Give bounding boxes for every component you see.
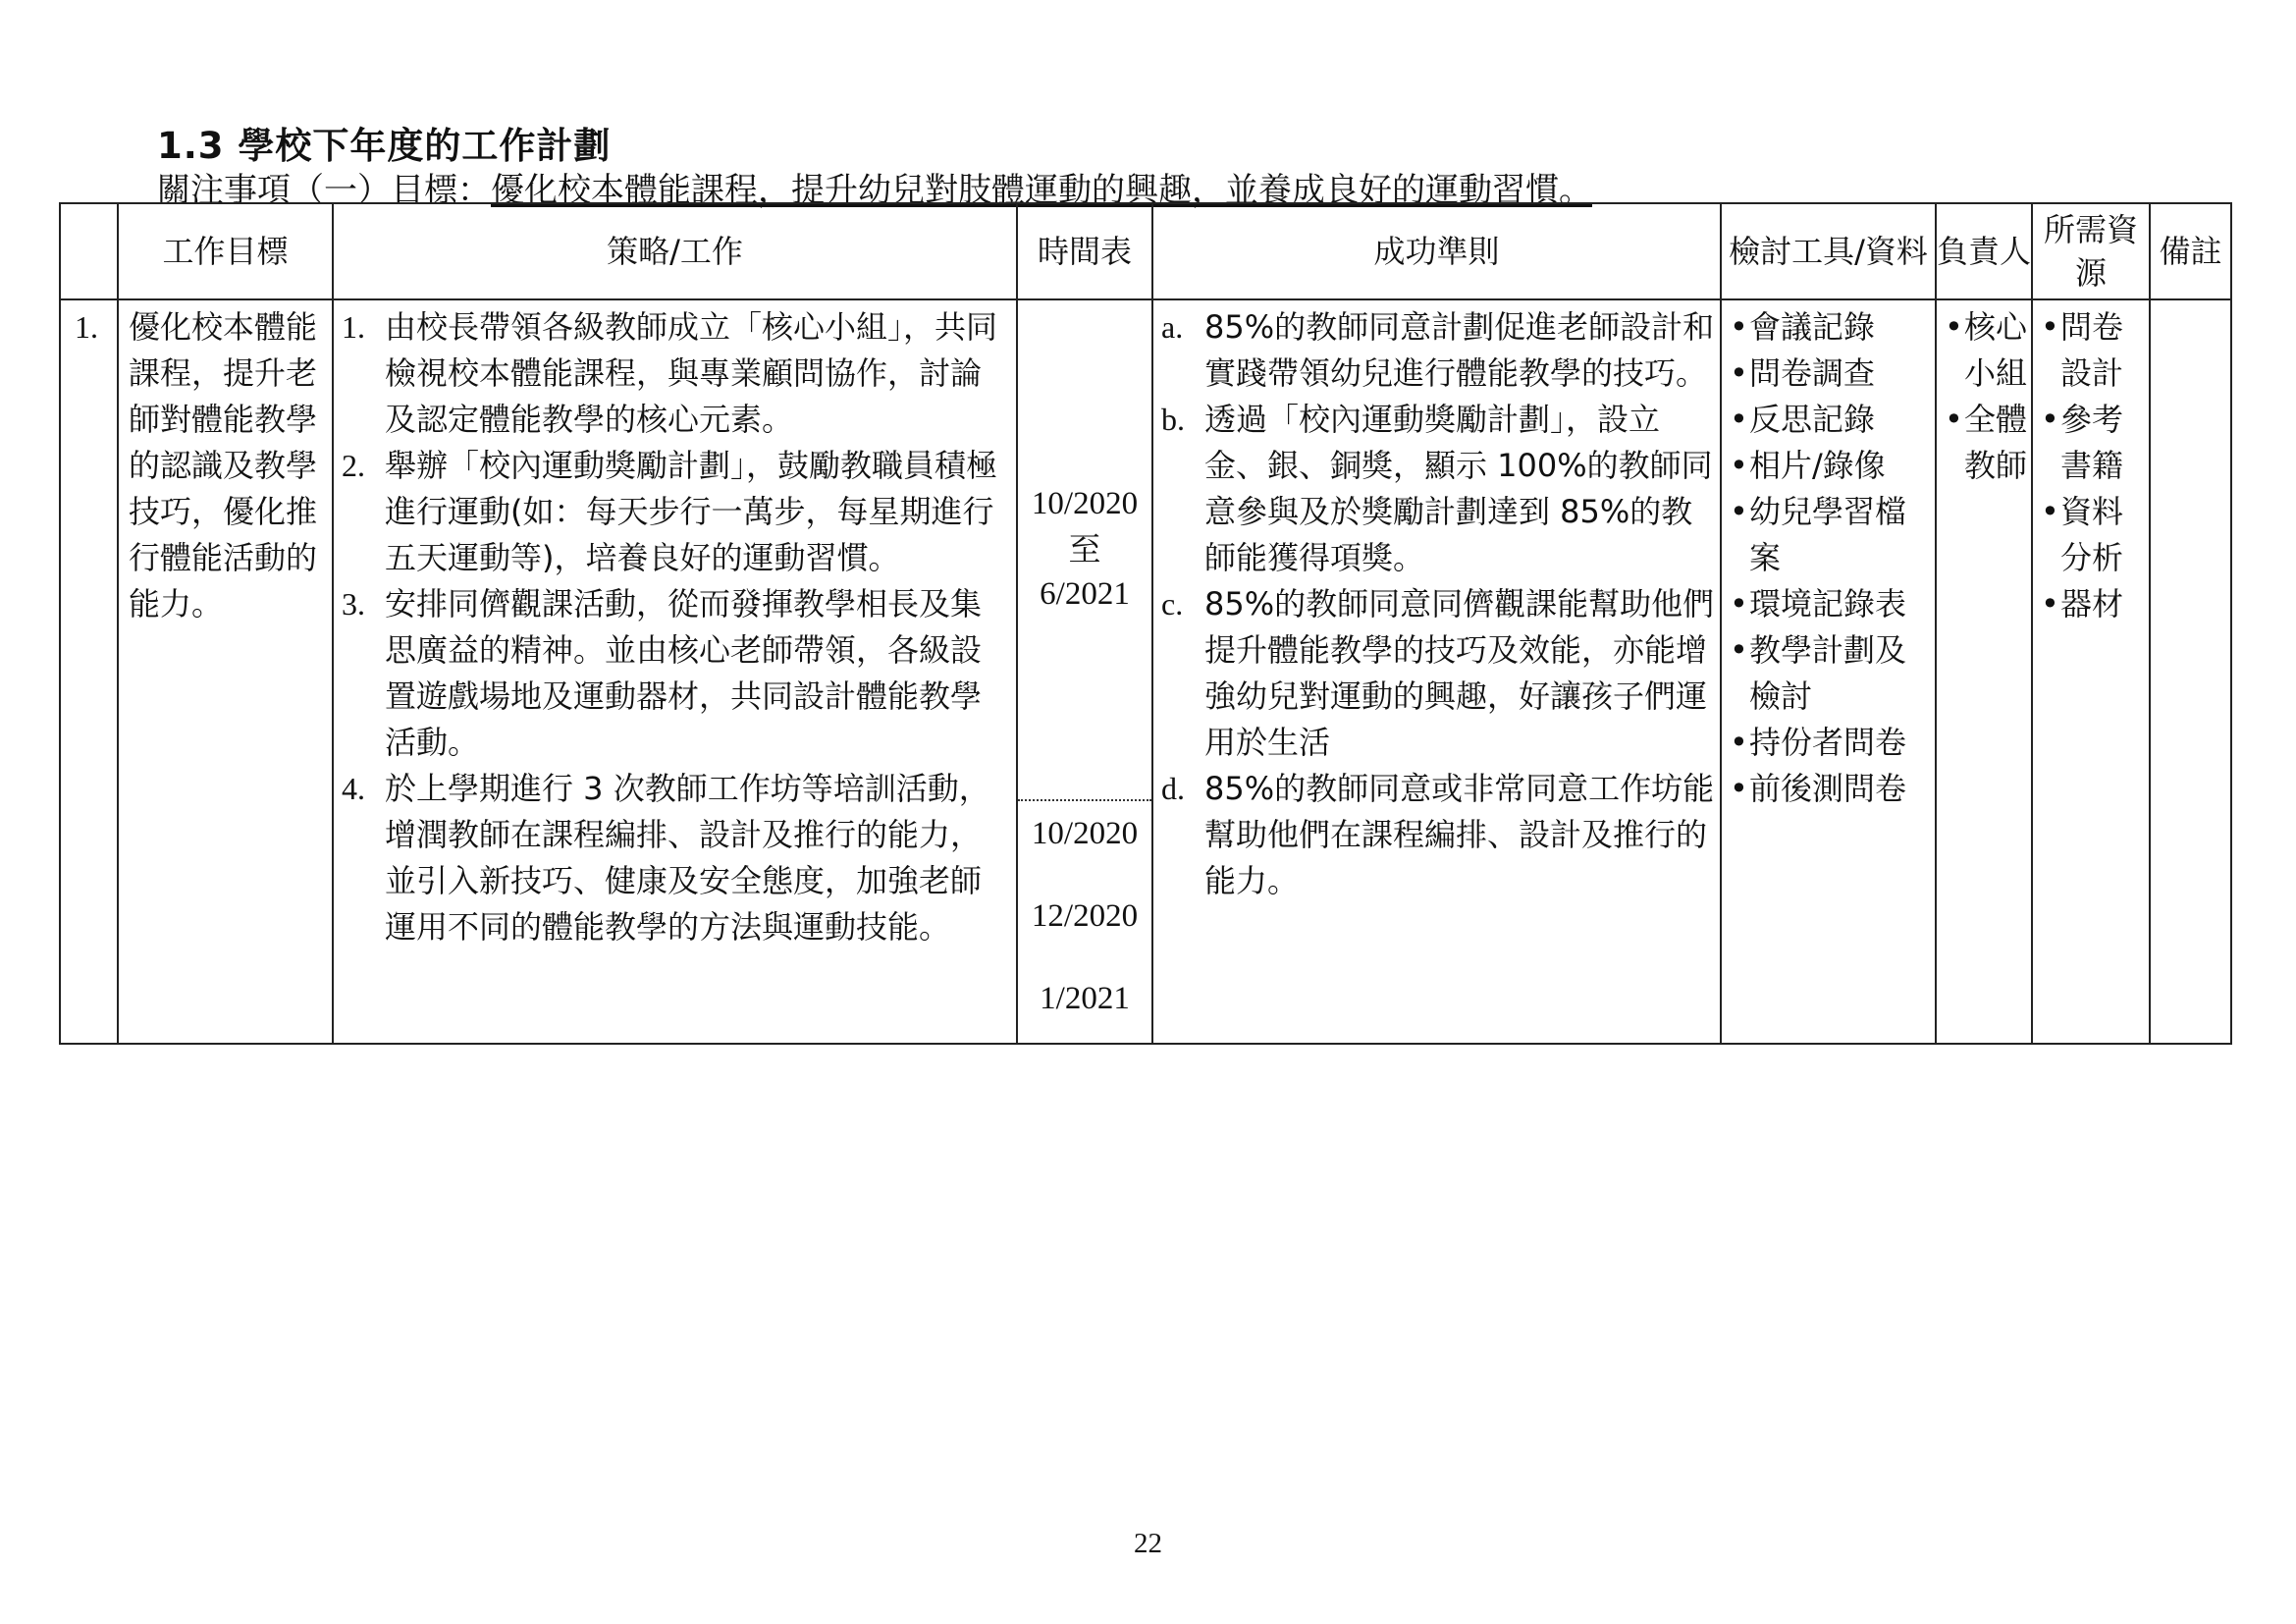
strategy-text: 舉辦「校內運動獎勵計劃」，鼓勵教職員積極進行運動(如：每天步行一萬步，每星期進行五天運動等)，培養良好的運動習慣。 [385, 447, 998, 576]
header-row [60, 203, 2231, 299]
subtitle-text: 優化校本體能課程，提升幼兒對肢體運動的興趣，並養成良好的運動習慣。 [491, 171, 1592, 210]
tools-list [1722, 300, 1935, 812]
resource-text: 器材 [2060, 585, 2124, 623]
strategy-text: 由校長帶領各級教師成立「核心小組」，共同檢視校本體能課程，與專業顧問協作，討論及認定體能教學的核心元素。 [385, 308, 998, 438]
list-item [342, 581, 1012, 766]
list-item [342, 304, 1012, 443]
timeline-to: 至 [1068, 530, 1101, 568]
tool-text: 反思記錄 [1749, 401, 1876, 438]
list-item [1730, 766, 1935, 812]
header-tools: 檢討工具/資料 [1721, 203, 1936, 299]
header-strategy: 策略/工作 [333, 203, 1017, 299]
responsible-cell [1936, 299, 2032, 1044]
header-goal: 工作目標 [118, 203, 333, 299]
list-item [1945, 397, 2031, 489]
timeline-date: 10/2020 [1031, 816, 1139, 851]
strategy-marker: 2. [342, 448, 365, 483]
resources-cell [2032, 299, 2150, 1044]
table-row [60, 299, 2231, 1044]
list-item [1161, 304, 1716, 397]
bullet-icon: • [2041, 401, 2059, 438]
list-item [1730, 304, 1935, 351]
strategy-text: 安排同儕觀課活動，從而發揮教學相長及集思廣益的精神。並由核心老師帶領，各級設置遊戲場地及運動器材，共同設計體能教學活動。 [385, 585, 983, 761]
list-item [1730, 489, 1935, 581]
bullet-icon: • [1730, 585, 1748, 623]
criteria-text: 85%的教師同意或非常同意工作坊能幫助他們在課程編排、設計及推行的能力。 [1204, 770, 1715, 899]
tool-text: 教學計劃及檢討 [1749, 631, 1907, 715]
criteria-marker: d. [1161, 771, 1185, 806]
header-timeline: 時間表 [1017, 203, 1152, 299]
tool-text: 幼兒學習檔案 [1749, 493, 1907, 576]
list-item [342, 766, 1012, 950]
bullet-icon: • [1730, 354, 1748, 392]
list-item [1945, 304, 2031, 397]
responsible-text: 全體教師 [1964, 401, 2028, 484]
header-responsible: 負責人 [1936, 203, 2032, 299]
criteria-marker: c. [1161, 586, 1184, 622]
criteria-cell [1152, 299, 1721, 1044]
bullet-icon: • [2041, 585, 2059, 623]
list-item [1161, 766, 1716, 904]
criteria-marker: b. [1161, 402, 1185, 437]
tool-text: 相片/錄像 [1749, 447, 1886, 484]
strategy-marker: 1. [342, 309, 365, 345]
list-item [1730, 351, 1935, 397]
criteria-marker: a. [1161, 309, 1184, 345]
bullet-icon: • [2041, 308, 2059, 346]
list-item [1730, 581, 1935, 627]
timeline-date: 1/2021 [1040, 981, 1130, 1016]
resource-text: 資料分析 [2060, 493, 2124, 576]
subtitle-prefix: 關注事項（一）目標： [157, 171, 491, 210]
list-item [1161, 581, 1716, 766]
list-item [1161, 397, 1716, 581]
bullet-icon: • [1730, 401, 1748, 438]
bullet-icon: • [1730, 308, 1748, 346]
list-item [1730, 720, 1935, 766]
page-number: 22 [1134, 1528, 1162, 1559]
timeline-end: 6/2021 [1040, 576, 1130, 612]
criteria-list [1153, 300, 1720, 904]
strategy-marker: 3. [342, 586, 365, 622]
tool-text: 持份者問卷 [1749, 724, 1907, 761]
resource-text: 問卷設計 [2060, 308, 2124, 392]
timeline-cell [1017, 299, 1152, 1044]
list-item [1730, 627, 1935, 720]
list-item [2041, 397, 2149, 489]
list-item [2041, 581, 2149, 627]
resource-text: 參考書籍 [2060, 401, 2124, 484]
header-resources: 所需資源 [2032, 203, 2150, 299]
row-number: 1. [75, 309, 98, 345]
bullet-icon: • [1945, 401, 1963, 438]
bullet-icon: • [1730, 447, 1748, 484]
timeline [1018, 300, 1151, 1043]
bullet-icon: • [1945, 308, 1963, 346]
tool-text: 前後測問卷 [1749, 770, 1907, 807]
tool-text: 會議記錄 [1749, 308, 1876, 346]
goal-cell [118, 299, 333, 1044]
page-title: 1.3 學校下年度的工作計劃 [157, 125, 612, 167]
tool-text: 問卷調查 [1749, 354, 1876, 392]
header-remarks: 備註 [2150, 203, 2231, 299]
bullet-icon: • [2041, 493, 2059, 530]
bullet-icon: • [1730, 631, 1748, 669]
timeline-start: 10/2020 [1031, 486, 1139, 521]
list-item [1730, 397, 1935, 443]
list-item [1730, 443, 1935, 489]
header-criteria: 成功準則 [1152, 203, 1721, 299]
work-plan-table [59, 202, 2232, 1045]
strategy-list [334, 300, 1016, 950]
goal-text: 優化校本體能課程，提升老師對體能教學的認識及教學技巧，優化推行體能活動的能力。 [129, 308, 318, 623]
bullet-icon: • [1730, 724, 1748, 761]
bullet-icon: • [1730, 770, 1748, 807]
list-item [342, 443, 1012, 581]
responsible-list [1937, 300, 2031, 489]
criteria-text: 透過「校內運動獎勵計劃」，設立金、銀、銅獎，顯示 100%的教師同意參與及於獎勵計劃達到 85%的教師能獲得項獎。 [1204, 401, 1713, 576]
strategy-marker: 4. [342, 771, 365, 806]
criteria-text: 85%的教師同意計劃促進老師設計和實踐帶領幼兒進行體能教學的技巧。 [1204, 308, 1715, 392]
row-number-cell [60, 299, 118, 1044]
header-number [60, 203, 118, 299]
responsible-text: 核心小組 [1964, 308, 2028, 392]
timeline-divider [1018, 799, 1151, 801]
criteria-text: 85%的教師同意同儕觀課能幫助他們提升體能教學的技巧及效能，亦能增強幼兒對運動的興趣，好讓孩子們運用於生活 [1204, 585, 1715, 761]
bullet-icon: • [1730, 493, 1748, 530]
strategy-cell [333, 299, 1017, 1044]
tool-text: 環境記錄表 [1749, 585, 1907, 623]
list-item [2041, 304, 2149, 397]
remarks-cell [2150, 299, 2231, 1044]
strategy-text: 於上學期進行 3 次教師工作坊等培訓活動，增潤教師在課程編排、設計及推行的能力，並引入新技巧、健康及安全態度，加強老師運用不同的體能教學的方法與運動技能。 [385, 770, 990, 946]
timeline-date: 12/2020 [1031, 898, 1139, 934]
resources-list [2033, 300, 2149, 627]
list-item [2041, 489, 2149, 581]
tools-cell [1721, 299, 1936, 1044]
